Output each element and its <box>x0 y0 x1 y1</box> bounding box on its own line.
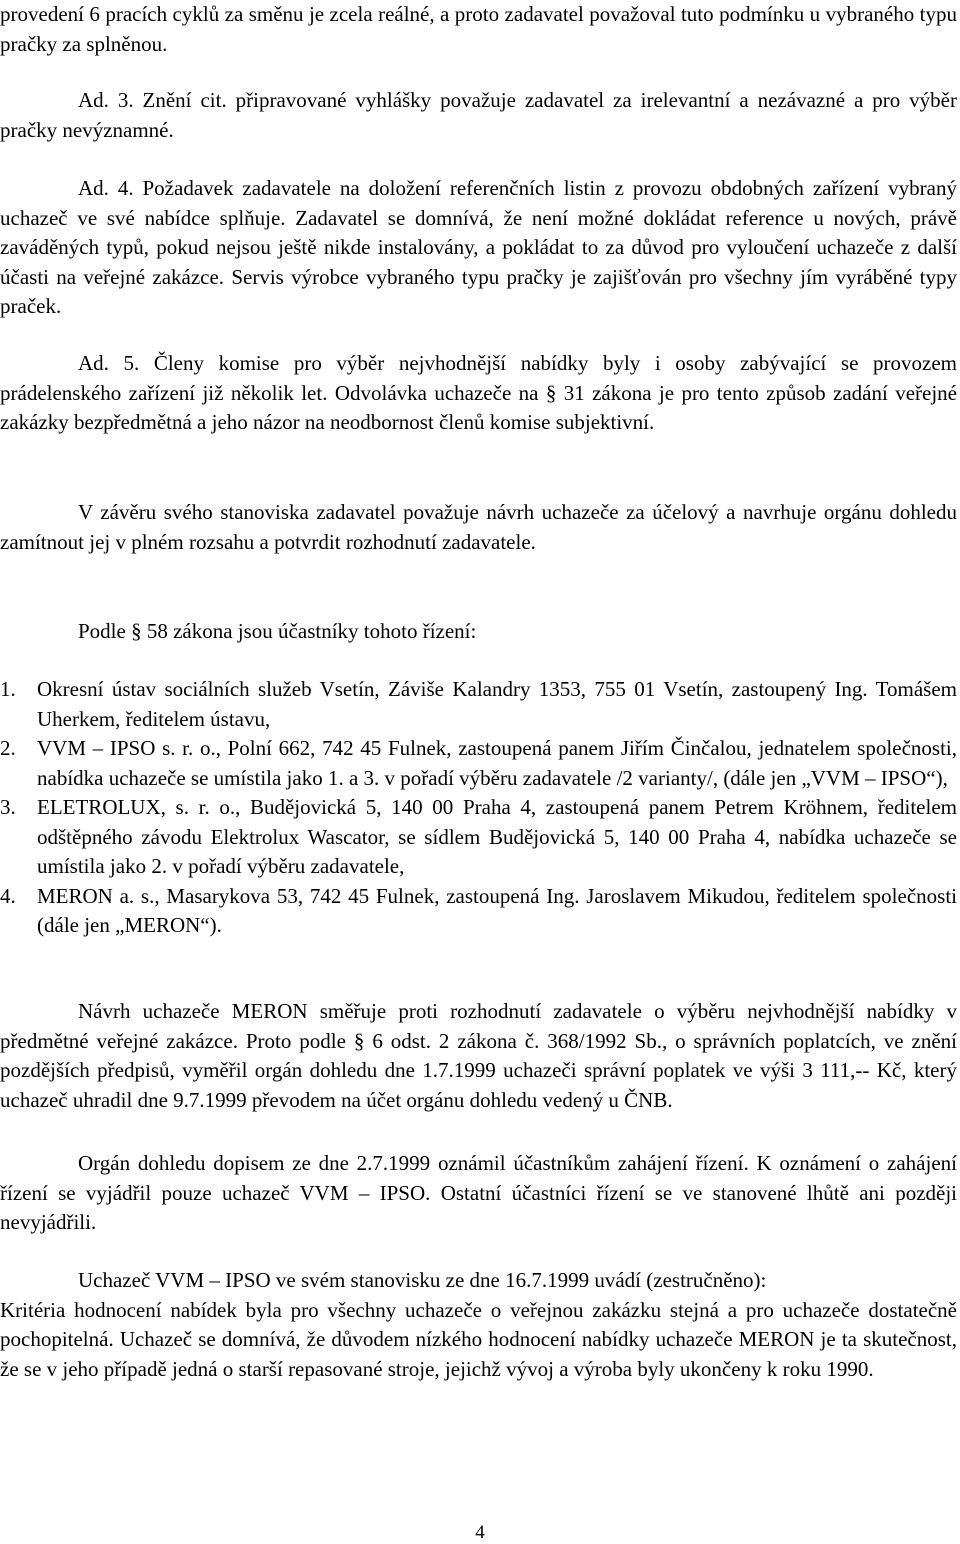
list-item <box>0 734 957 793</box>
paragraph-cycles: provedení 6 pracích cyklů za směnu je zcela reálné, a proto zadavatel považoval tuto podmínku u vybraného typu pračky za splněnou. <box>0 2 957 56</box>
paragraph-statement <box>0 1266 957 1384</box>
paragraph-ad4: Ad. 4. Požadavek zadavatele na doložení referenčních listin z provozu obdobných zařízení vybraný uchazeč ve své nabídce splňuje. Zadavatel se domnívá, že není možné dokládat reference u nových, právě zaváděných typů, pokud nejsou ještě nikde instalovány, a pokládat to za důvod pro vyloučení uchazeče z další účasti na veřejné zakázce. Servis výrobce vybraného typu pračky je zajišťován pro všechny jím vyráběné typy praček. <box>0 176 957 318</box>
list-item-number: 2. <box>0 736 16 760</box>
list-item-number: 1. <box>0 677 16 701</box>
list-item-text: VVM – IPSO s. r. o., Polní 662, 742 45 Fulnek, zastoupená panem Jiřím Činčalou, jednatelem společnosti, nabídka uchazeče se umístila jako 1. a 3. v pořadí výběru zadavatele /2 varianty/, (dále jen „VVM – IPSO“), <box>37 736 957 790</box>
list-item-number: 3. <box>0 795 16 819</box>
page-number: 4 <box>475 1522 485 1543</box>
list-item-text: Okresní ústav sociálních služeb Vsetín, Záviše Kalandry 1353, 755 01 Vsetín, zastoupený Ing. Tomášem Uherkem, ředitelem ústavu, <box>37 677 957 731</box>
paragraph-conclusion: V závěru svého stanoviska zadavatel považuje návrh uchazeče za účelový a navrhuje orgánu dohledu zamítnout jej v plném rozsahu a potvrdit rozhodnutí zadavatele. <box>0 500 957 554</box>
paragraph-fee: Návrh uchazeče MERON směřuje proti rozhodnutí zadavatele o výběru nejvhodnější nabídky v předmětné veřejné zakázce. Proto podle § 6 odst. 2 zákona č. 368/1992 Sb., o správních poplatcích, ve znění pozdějších předpisů, vyměřil orgán dohledu dne 1.7.1999 uchazeči správní poplatek ve výši 3 111,-- Kč, který uchazeč uhradil dne 9.7.1999 převodem na účet orgánu dohledu vedený u ČNB. <box>0 999 957 1112</box>
paragraph-notification: Orgán dohledu dopisem ze dne 2.7.1999 oznámil účastníkům zahájení řízení. K oznámení o zahájení řízení se vyjádřil pouze uchazeč VVM – IPSO. Ostatní účastníci řízení se ve stanovené lhůtě ani později nevyjádřili. <box>0 1151 957 1234</box>
list-item-number: 4. <box>0 883 16 908</box>
list-item <box>0 793 957 882</box>
paragraph-ad5: Ad. 5. Členy komise pro výběr nejvhodnější nabídky byly i osoby zabývající se provozem prádelenského zařízení již několik let. Odvolávka uchazeče na § 31 zákona je pro tento způsob zadání veřejné zakázky bezpředmětná a jeho názor na neodbornost členů komise subjektivní. <box>0 351 957 434</box>
participants-list <box>0 675 957 941</box>
list-item-text: ELETROLUX, s. r. o., Budějovická 5, 140 00 Praha 4, zastoupená panem Petrem Kröhnem, ředitelem odštěpného závodu Elektrolux Wascator, se sídlem Budějovická 5, 140 00 Praha 4, nabídka uchazeče se umístila jako 2. v pořadí výběru zadavatele, <box>37 795 957 878</box>
statement-intro: Uchazeč VVM – IPSO ve svém stanovisku ze dne 16.7.1999 uvádí (zestručněno): <box>78 1268 767 1292</box>
statement-body: Kritéria hodnocení nabídek byla pro všechny uchazeče o veřejnou zakázku stejná a pro uchazeče dostatečně pochopitelná. Uchazeč se domnívá, že důvodem nízkého hodnocení nabídky uchazeče MERON je ta skutečnost, že se v jeho případě jedná o starší repasované stroje, jejichž vývoj a výroba byly ukončeny k roku 1990. <box>0 1297 957 1381</box>
list-item <box>0 675 957 734</box>
paragraph-ad3: Ad. 3. Znění cit. připravované vyhlášky považuje zadavatel za irelevantní a nezávazné a pro výběr pračky nevýznamné. <box>0 88 957 142</box>
list-item <box>0 882 957 941</box>
list-item-text: MERON a. s., Masarykova 53, 742 45 Fulnek, zastoupená Ing. Jaroslavem Mikudou, ředitelem společnosti (dále jen „MERON“). <box>37 883 957 937</box>
paragraph-participants-intro: Podle § 58 zákona jsou účastníky tohoto řízení: <box>78 619 477 643</box>
